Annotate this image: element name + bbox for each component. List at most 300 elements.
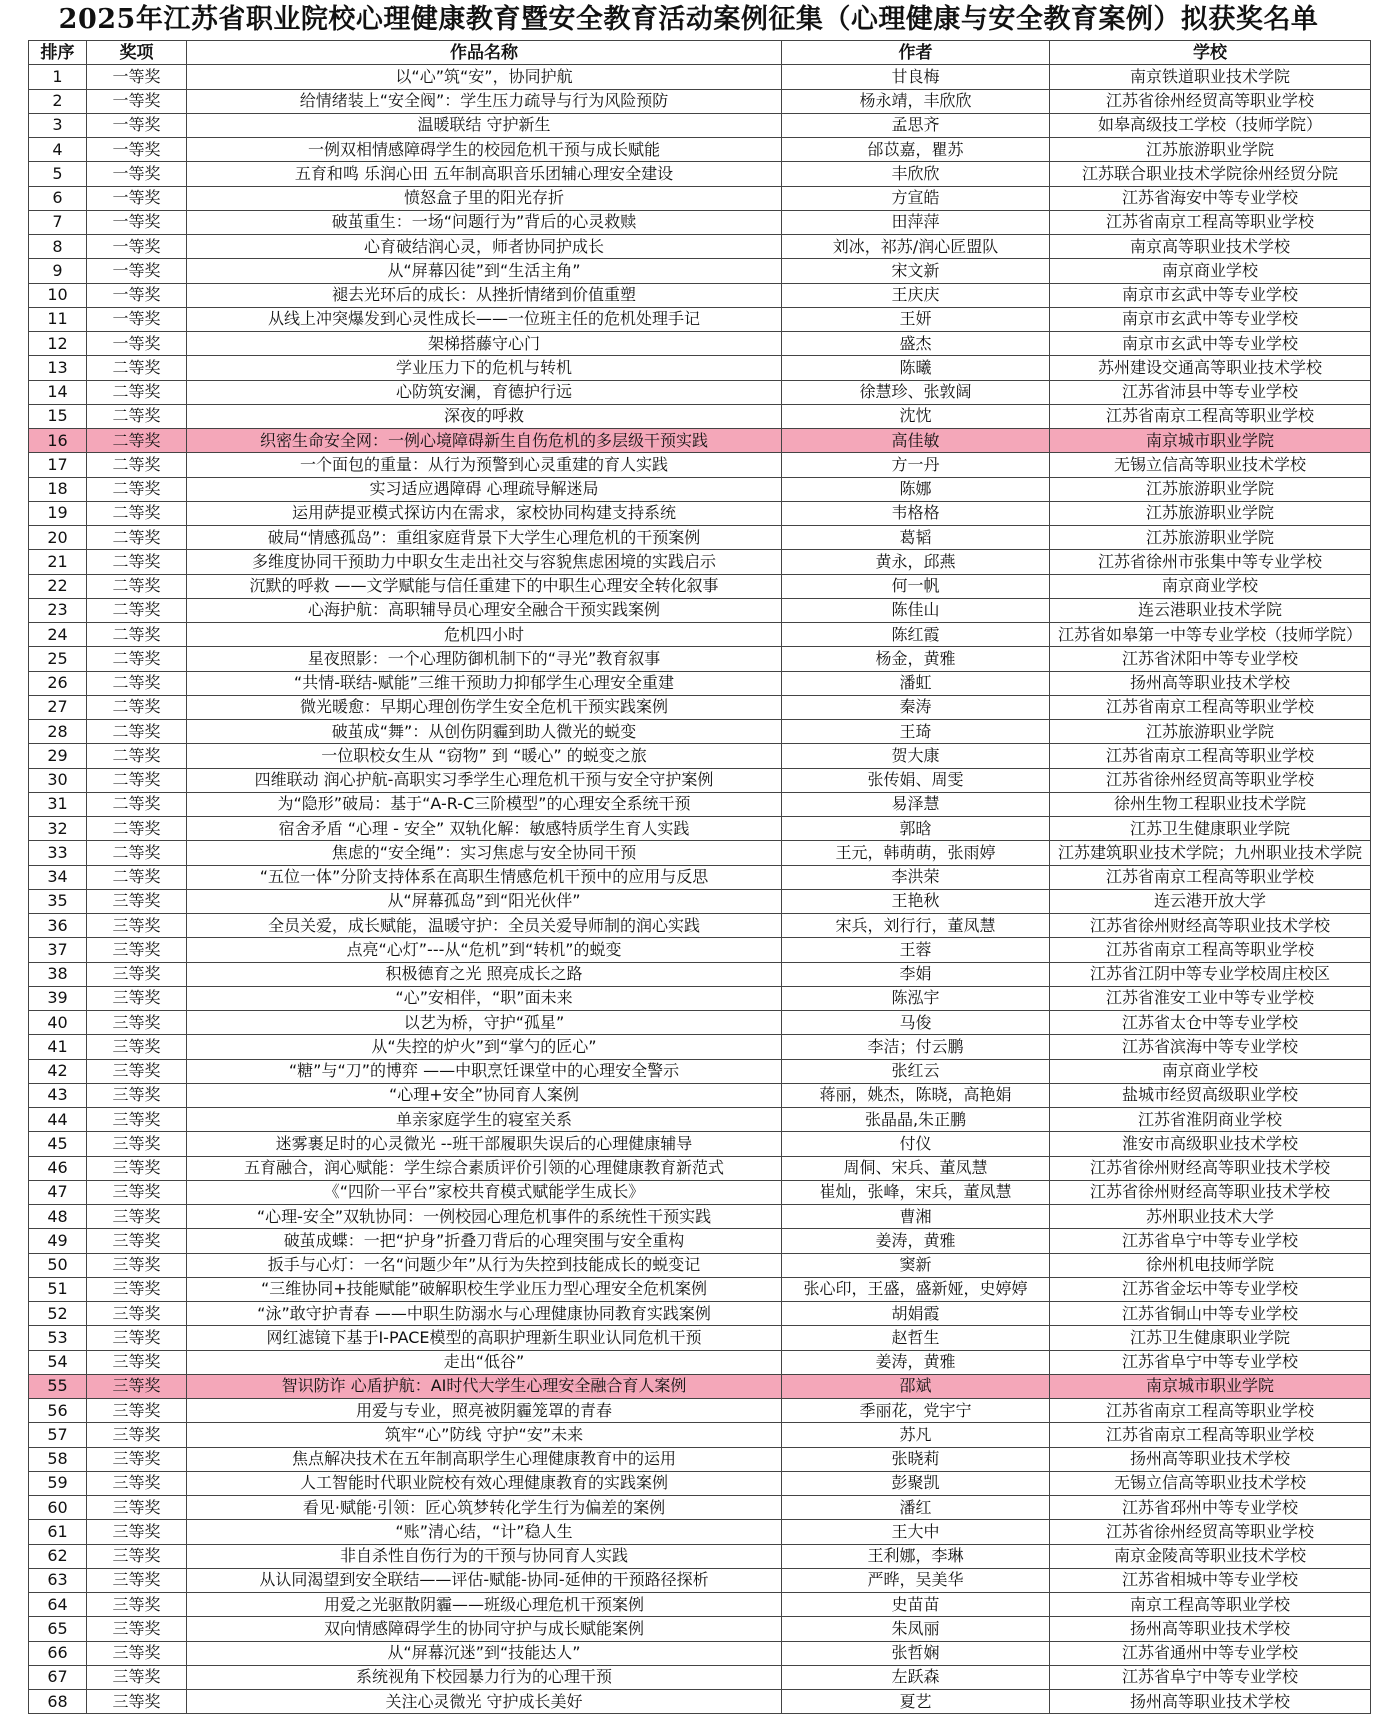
school-cell: 扬州高等职业技术学校: [1050, 671, 1371, 695]
table-row: [29, 914, 1371, 938]
rank-cell: 17: [29, 453, 87, 477]
author-cell: 王大中: [782, 1520, 1050, 1544]
work-cell: 破局“情感孤岛”：重组家庭背景下大学生心理危机的干预案例: [187, 526, 782, 550]
rank-cell: 44: [29, 1108, 87, 1132]
rank-cell: 22: [29, 574, 87, 598]
rank-cell: 5: [29, 162, 87, 186]
school-cell: 江苏旅游职业学院: [1050, 526, 1371, 550]
table-row: [29, 938, 1371, 962]
school-cell: 南京工程高等职业学校: [1050, 1593, 1371, 1617]
table-row: [29, 65, 1371, 89]
award-cell: 一等奖: [87, 138, 187, 162]
rank-cell: 41: [29, 1035, 87, 1059]
author-cell: 宋兵，刘行行，董凤慧: [782, 914, 1050, 938]
table-row: [29, 1690, 1371, 1714]
author-cell: 方一丹: [782, 453, 1050, 477]
author-cell: 甘良梅: [782, 65, 1050, 89]
work-cell: 迷雾裹足时的心灵微光 --班干部履职失误后的心理健康辅导: [187, 1132, 782, 1156]
school-cell: 江苏卫生健康职业学院: [1050, 1326, 1371, 1350]
work-cell: 从“屏幕囚徒”到“生活主角”: [187, 259, 782, 283]
author-cell: 贺大康: [782, 744, 1050, 768]
award-cell: 一等奖: [87, 259, 187, 283]
award-cell: 二等奖: [87, 453, 187, 477]
table-row: [29, 1423, 1371, 1447]
rank-cell: 33: [29, 841, 87, 865]
award-cell: 二等奖: [87, 792, 187, 816]
work-cell: 给情绪装上“安全阀”：学生压力疏导与行为风险预防: [187, 89, 782, 113]
author-cell: 苏凡: [782, 1423, 1050, 1447]
table-row: [29, 768, 1371, 792]
award-cell: 二等奖: [87, 477, 187, 501]
rank-cell: 16: [29, 429, 87, 453]
work-cell: 实习适应遇障碍 心理疏导解迷局: [187, 477, 782, 501]
award-cell: 三等奖: [87, 986, 187, 1010]
work-cell: 为“隐形”破局：基于“A-R-C三阶模型”的心理安全系统干预: [187, 792, 782, 816]
work-cell: 双向情感障碍学生的协同守护与成长赋能案例: [187, 1617, 782, 1641]
author-cell: 王琦: [782, 720, 1050, 744]
table-row: [29, 986, 1371, 1010]
work-cell: 点亮“心灯”---从“危机”到“转机”的蜕变: [187, 938, 782, 962]
work-cell: 五育和鸣 乐润心田 五年制高职音乐团辅心理安全建设: [187, 162, 782, 186]
author-cell: 盛杰: [782, 332, 1050, 356]
award-table: [28, 40, 1371, 1714]
work-cell: 系统视角下校园暴力行为的心理干预: [187, 1665, 782, 1689]
school-cell: 江苏卫生健康职业学院: [1050, 817, 1371, 841]
table-row: [29, 1665, 1371, 1689]
author-cell: 潘虹: [782, 671, 1050, 695]
table-row: [29, 259, 1371, 283]
school-cell: 江苏省沛县中等专业学校: [1050, 380, 1371, 404]
author-cell: 季丽花，党宇宁: [782, 1399, 1050, 1423]
award-cell: 三等奖: [87, 1690, 187, 1714]
table-row: [29, 477, 1371, 501]
rank-cell: 6: [29, 186, 87, 210]
author-cell: 周侗、宋兵、董凤慧: [782, 1156, 1050, 1180]
award-cell: 三等奖: [87, 1083, 187, 1107]
table-row: [29, 1447, 1371, 1471]
table-row: [29, 865, 1371, 889]
award-cell: 二等奖: [87, 744, 187, 768]
school-cell: 南京高等职业技术学校: [1050, 235, 1371, 259]
school-cell: 江苏旅游职业学院: [1050, 501, 1371, 525]
rank-cell: 61: [29, 1520, 87, 1544]
school-cell: 盐城市经贸高级职业学校: [1050, 1083, 1371, 1107]
author-cell: 秦涛: [782, 695, 1050, 719]
award-cell: 三等奖: [87, 1180, 187, 1204]
award-cell: 三等奖: [87, 1326, 187, 1350]
author-cell: 窦新: [782, 1253, 1050, 1277]
rank-cell: 20: [29, 526, 87, 550]
table-row: [29, 841, 1371, 865]
author-cell: 田萍萍: [782, 210, 1050, 234]
author-cell: 张哲娴: [782, 1641, 1050, 1665]
school-cell: 南京市玄武中等专业学校: [1050, 283, 1371, 307]
author-cell: 马俊: [782, 1011, 1050, 1035]
school-cell: 南京市玄武中等专业学校: [1050, 332, 1371, 356]
table-row: [29, 429, 1371, 453]
author-cell: 姜涛，黄雅: [782, 1229, 1050, 1253]
table-row: [29, 792, 1371, 816]
author-cell: 陈泓宇: [782, 986, 1050, 1010]
school-cell: 江苏省铜山中等专业学校: [1050, 1302, 1371, 1326]
school-cell: 徐州生物工程职业技术学院: [1050, 792, 1371, 816]
work-cell: 从“失控的炉火”到“掌勺的匠心”: [187, 1035, 782, 1059]
work-cell: 关注心灵微光 守护成长美好: [187, 1690, 782, 1714]
table-row: [29, 356, 1371, 380]
work-cell: 织密生命安全网：一例心境障碍新生自伤危机的多层级干预实践: [187, 429, 782, 453]
award-cell: 二等奖: [87, 526, 187, 550]
author-cell: 曹湘: [782, 1205, 1050, 1229]
rank-cell: 65: [29, 1617, 87, 1641]
rank-cell: 58: [29, 1447, 87, 1471]
award-cell: 二等奖: [87, 501, 187, 525]
author-cell: 杨永靖，丰欣欣: [782, 89, 1050, 113]
award-cell: 三等奖: [87, 1205, 187, 1229]
work-cell: 扳手与心灯：一名“问题少年”从行为失控到技能成长的蜕变记: [187, 1253, 782, 1277]
school-cell: 苏州职业技术大学: [1050, 1205, 1371, 1229]
author-cell: 高佳敏: [782, 429, 1050, 453]
author-cell: 夏艺: [782, 1690, 1050, 1714]
rank-cell: 54: [29, 1350, 87, 1374]
rank-cell: 35: [29, 889, 87, 913]
table-row: [29, 695, 1371, 719]
work-cell: 用爱与专业，照亮被阴霾笼罩的青春: [187, 1399, 782, 1423]
table-body: [29, 65, 1371, 1714]
rank-cell: 37: [29, 938, 87, 962]
table-row: [29, 1496, 1371, 1520]
table-row: [29, 598, 1371, 622]
work-cell: 温暖联结 守护新生: [187, 113, 782, 137]
rank-cell: 10: [29, 283, 87, 307]
award-cell: 二等奖: [87, 768, 187, 792]
rank-cell: 2: [29, 89, 87, 113]
school-cell: 江苏省通州中等专业学校: [1050, 1641, 1371, 1665]
school-cell: 江苏省滨海中等专业学校: [1050, 1035, 1371, 1059]
award-cell: 二等奖: [87, 720, 187, 744]
author-cell: 王利娜，李琳: [782, 1544, 1050, 1568]
author-cell: 郭晗: [782, 817, 1050, 841]
award-cell: 三等奖: [87, 1035, 187, 1059]
table-row: [29, 1156, 1371, 1180]
table-row: [29, 1399, 1371, 1423]
school-cell: 江苏省徐州经贸高等职业学校: [1050, 768, 1371, 792]
work-cell: 褪去光环后的成长：从挫折情绪到价值重塑: [187, 283, 782, 307]
work-cell: 沉默的呼救 ——文学赋能与信任重建下的中职生心理安全转化叙事: [187, 574, 782, 598]
rank-cell: 9: [29, 259, 87, 283]
table-row: [29, 1059, 1371, 1083]
school-cell: 南京金陵高等职业技术学校: [1050, 1544, 1371, 1568]
table-row: [29, 1277, 1371, 1301]
award-cell: 三等奖: [87, 889, 187, 913]
school-cell: 连云港职业技术学院: [1050, 598, 1371, 622]
table-row: [29, 1253, 1371, 1277]
rank-cell: 60: [29, 1496, 87, 1520]
work-cell: 以“心”筑“安”，协同护航: [187, 65, 782, 89]
table-row: [29, 1326, 1371, 1350]
work-cell: 愤怒盒子里的阳光存折: [187, 186, 782, 210]
award-cell: 二等奖: [87, 865, 187, 889]
table-row: [29, 1617, 1371, 1641]
author-cell: 陈娜: [782, 477, 1050, 501]
author-cell: 王妍: [782, 307, 1050, 331]
school-cell: 江苏省如皋第一中等专业学校（技师学院）: [1050, 623, 1371, 647]
award-cell: 三等奖: [87, 1108, 187, 1132]
author-cell: 徐慧珍、张敦阔: [782, 380, 1050, 404]
award-cell: 一等奖: [87, 186, 187, 210]
work-cell: 全员关爱，成长赋能，温暖守护：全员关爱导师制的润心实践: [187, 914, 782, 938]
work-cell: 从线上冲突爆发到心灵性成长——一位班主任的危机处理手记: [187, 307, 782, 331]
rank-cell: 36: [29, 914, 87, 938]
award-cell: 二等奖: [87, 574, 187, 598]
work-cell: 从“屏幕沉迷”到“技能达人”: [187, 1641, 782, 1665]
rank-cell: 55: [29, 1374, 87, 1398]
work-cell: 走出“低谷”: [187, 1350, 782, 1374]
rank-cell: 27: [29, 695, 87, 719]
author-cell: 邰苡嘉，瞿苏: [782, 138, 1050, 162]
author-cell: 何一帆: [782, 574, 1050, 598]
author-cell: 张红云: [782, 1059, 1050, 1083]
rank-cell: 43: [29, 1083, 87, 1107]
table-row: [29, 526, 1371, 550]
rank-cell: 57: [29, 1423, 87, 1447]
table-row: [29, 1180, 1371, 1204]
award-cell: 三等奖: [87, 1617, 187, 1641]
work-cell: “心理-安全”双轨协同：一例校园心理危机事件的系统性干预实践: [187, 1205, 782, 1229]
author-cell: 方宣皓: [782, 186, 1050, 210]
table-row: [29, 744, 1371, 768]
award-cell: 一等奖: [87, 65, 187, 89]
author-cell: 易泽慧: [782, 792, 1050, 816]
author-cell: 沈忱: [782, 404, 1050, 428]
award-cell: 二等奖: [87, 429, 187, 453]
table-row: [29, 1108, 1371, 1132]
rank-cell: 45: [29, 1132, 87, 1156]
work-cell: 微光暖愈：早期心理创伤学生安全危机干预实践案例: [187, 695, 782, 719]
school-cell: 江苏省海安中等专业学校: [1050, 186, 1371, 210]
rank-cell: 23: [29, 598, 87, 622]
table-row: [29, 1229, 1371, 1253]
rank-cell: 34: [29, 865, 87, 889]
rank-cell: 56: [29, 1399, 87, 1423]
rank-cell: 49: [29, 1229, 87, 1253]
school-cell: 江苏省淮阴商业学校: [1050, 1108, 1371, 1132]
work-cell: 《“四阶一平台”家校共育模式赋能学生成长》: [187, 1180, 782, 1204]
work-cell: 危机四小时: [187, 623, 782, 647]
table-row: [29, 380, 1371, 404]
table-row: [29, 113, 1371, 137]
work-cell: 破茧重生：一场“问题行为”背后的心灵救赎: [187, 210, 782, 234]
table-row: [29, 1593, 1371, 1617]
work-cell: 筑牢“心”防线 守护“安”未来: [187, 1423, 782, 1447]
author-cell: 王庆庆: [782, 283, 1050, 307]
award-cell: 三等奖: [87, 1350, 187, 1374]
author-cell: 左跃森: [782, 1665, 1050, 1689]
award-cell: 三等奖: [87, 1423, 187, 1447]
rank-cell: 66: [29, 1641, 87, 1665]
work-cell: 从“屏幕孤岛”到“阳光伙伴”: [187, 889, 782, 913]
table-row: [29, 1011, 1371, 1035]
work-cell: “五位一体”分阶支持体系在高职生情感危机干预中的应用与反思: [187, 865, 782, 889]
work-cell: 以艺为桥，守护“孤星”: [187, 1011, 782, 1035]
school-cell: 江苏省徐州经贸高等职业学校: [1050, 1520, 1371, 1544]
table-row: [29, 210, 1371, 234]
school-cell: 扬州高等职业技术学校: [1050, 1447, 1371, 1471]
school-cell: 江苏省阜宁中等专业学校: [1050, 1665, 1371, 1689]
work-cell: 四维联动 润心护航-高职实习季学生心理危机干预与安全守护案例: [187, 768, 782, 792]
school-cell: 江苏省徐州经贸高等职业学校: [1050, 89, 1371, 113]
school-cell: 扬州高等职业技术学校: [1050, 1617, 1371, 1641]
table-row: [29, 1520, 1371, 1544]
school-cell: 江苏旅游职业学院: [1050, 477, 1371, 501]
rank-cell: 46: [29, 1156, 87, 1180]
award-cell: 一等奖: [87, 307, 187, 331]
rank-cell: 13: [29, 356, 87, 380]
award-cell: 一等奖: [87, 162, 187, 186]
work-cell: “糖”与“刀”的博弈 ——中职烹饪课堂中的心理安全警示: [187, 1059, 782, 1083]
work-cell: 非自杀性自伤行为的干预与协同育人实践: [187, 1544, 782, 1568]
table-row: [29, 501, 1371, 525]
table-row: [29, 962, 1371, 986]
rank-cell: 32: [29, 817, 87, 841]
school-cell: 江苏省南京工程高等职业学校: [1050, 1423, 1371, 1447]
school-cell: 江苏省南京工程高等职业学校: [1050, 404, 1371, 428]
table-row: [29, 453, 1371, 477]
rank-cell: 62: [29, 1544, 87, 1568]
author-cell: 严晔，吴美华: [782, 1568, 1050, 1592]
award-cell: 三等奖: [87, 1447, 187, 1471]
work-cell: 看见·赋能·引领：匠心筑梦转化学生行为偏差的案例: [187, 1496, 782, 1520]
rank-cell: 51: [29, 1277, 87, 1301]
author-cell: 王元，韩萌萌，张雨婷: [782, 841, 1050, 865]
work-cell: “泳”敢守护青春 ——中职生防溺水与心理健康协同教育实践案例: [187, 1302, 782, 1326]
award-cell: 二等奖: [87, 841, 187, 865]
school-cell: 江苏省淮安工业中等专业学校: [1050, 986, 1371, 1010]
table-row: [29, 404, 1371, 428]
table-row: [29, 550, 1371, 574]
work-cell: 宿舍矛盾 “心理 - 安全” 双轨化解：敏感特质学生育人实践: [187, 817, 782, 841]
work-cell: 破茧成“舞”：从创伤阴霾到助人微光的蜕变: [187, 720, 782, 744]
school-cell: 江苏省太仓中等专业学校: [1050, 1011, 1371, 1035]
award-cell: 三等奖: [87, 1520, 187, 1544]
table-row: [29, 1568, 1371, 1592]
author-cell: 潘红: [782, 1496, 1050, 1520]
table-row: [29, 1374, 1371, 1398]
work-cell: 学业压力下的危机与转机: [187, 356, 782, 380]
school-cell: 苏州建设交通高等职业技术学校: [1050, 356, 1371, 380]
rank-cell: 31: [29, 792, 87, 816]
award-cell: 三等奖: [87, 1132, 187, 1156]
award-cell: 三等奖: [87, 1229, 187, 1253]
document-title: 2025年江苏省职业院校心理健康教育暨安全教育活动案例征集（心理健康与安全教育案例）拟获奖名单: [58, 4, 1319, 35]
school-cell: 江苏省徐州财经高等职业技术学校: [1050, 1180, 1371, 1204]
school-cell: 江苏省南京工程高等职业学校: [1050, 1399, 1371, 1423]
award-cell: 二等奖: [87, 550, 187, 574]
rank-cell: 40: [29, 1011, 87, 1035]
school-cell: 江苏省南京工程高等职业学校: [1050, 865, 1371, 889]
author-cell: 杨金，黄雅: [782, 647, 1050, 671]
rank-cell: 42: [29, 1059, 87, 1083]
author-cell: 张晓莉: [782, 1447, 1050, 1471]
award-cell: 二等奖: [87, 623, 187, 647]
award-cell: 三等奖: [87, 1544, 187, 1568]
school-cell: 南京商业学校: [1050, 1059, 1371, 1083]
table-row: [29, 162, 1371, 186]
school-cell: 江苏省相城中等专业学校: [1050, 1568, 1371, 1592]
award-cell: 三等奖: [87, 1641, 187, 1665]
author-cell: 丰欣欣: [782, 162, 1050, 186]
award-cell: 二等奖: [87, 380, 187, 404]
rank-cell: 12: [29, 332, 87, 356]
award-cell: 三等奖: [87, 1374, 187, 1398]
table-row: [29, 138, 1371, 162]
school-cell: 连云港开放大学: [1050, 889, 1371, 913]
school-cell: 江苏省南京工程高等职业学校: [1050, 695, 1371, 719]
school-cell: 江苏建筑职业技术学院；九州职业技术学院: [1050, 841, 1371, 865]
work-cell: 五育融合，润心赋能：学生综合素质评价引领的心理健康教育新范式: [187, 1156, 782, 1180]
rank-cell: 25: [29, 647, 87, 671]
award-cell: 三等奖: [87, 1665, 187, 1689]
author-cell: 刘冰，祁苏/润心匠盟队: [782, 235, 1050, 259]
award-cell: 三等奖: [87, 938, 187, 962]
school-cell: 江苏省南京工程高等职业学校: [1050, 744, 1371, 768]
work-cell: 积极德育之光 照亮成长之路: [187, 962, 782, 986]
rank-cell: 63: [29, 1568, 87, 1592]
table-row: [29, 720, 1371, 744]
work-cell: “共情-联结-赋能”三维干预助力抑郁学生心理安全重建: [187, 671, 782, 695]
rank-cell: 19: [29, 501, 87, 525]
author-cell: 崔灿，张峰，宋兵，董凤慧: [782, 1180, 1050, 1204]
author-cell: 韦格格: [782, 501, 1050, 525]
table-row: [29, 817, 1371, 841]
school-cell: 江苏省阜宁中等专业学校: [1050, 1350, 1371, 1374]
work-cell: “三维协同+技能赋能”破解职校生学业压力型心理安全危机案例: [187, 1277, 782, 1301]
author-cell: 张心印，王盛，盛新娅，史婷婷: [782, 1277, 1050, 1301]
work-cell: 一例双相情感障碍学生的校园危机干预与成长赋能: [187, 138, 782, 162]
school-cell: 如皋高级技工学校（技师学院）: [1050, 113, 1371, 137]
award-cell: 二等奖: [87, 647, 187, 671]
header-rank: 排序: [29, 41, 87, 65]
school-cell: 江苏省南京工程高等职业学校: [1050, 210, 1371, 234]
table-row: [29, 889, 1371, 913]
school-cell: 江苏省邳州中等专业学校: [1050, 1496, 1371, 1520]
work-cell: “心”安相伴，“职”面未来: [187, 986, 782, 1010]
award-cell: 一等奖: [87, 235, 187, 259]
school-cell: 江苏省徐州市张集中等专业学校: [1050, 550, 1371, 574]
header-school: 学校: [1050, 41, 1371, 65]
author-cell: 李洪荣: [782, 865, 1050, 889]
author-cell: 李洁；付云鹏: [782, 1035, 1050, 1059]
school-cell: 南京市玄武中等专业学校: [1050, 307, 1371, 331]
work-cell: “心理+安全”协同育人案例: [187, 1083, 782, 1107]
school-cell: 南京商业学校: [1050, 259, 1371, 283]
school-cell: 江苏旅游职业学院: [1050, 720, 1371, 744]
rank-cell: 38: [29, 962, 87, 986]
table-row: [29, 1035, 1371, 1059]
table-row: [29, 235, 1371, 259]
author-cell: 朱凤丽: [782, 1617, 1050, 1641]
rank-cell: 48: [29, 1205, 87, 1229]
table-row: [29, 89, 1371, 113]
school-cell: 江苏省江阴中等专业学校周庄校区: [1050, 962, 1371, 986]
author-cell: 姜涛，黄雅: [782, 1350, 1050, 1374]
rank-cell: 18: [29, 477, 87, 501]
school-cell: 江苏省南京工程高等职业学校: [1050, 938, 1371, 962]
award-cell: 一等奖: [87, 283, 187, 307]
school-cell: 无锡立信高等职业技术学校: [1050, 453, 1371, 477]
rank-cell: 50: [29, 1253, 87, 1277]
author-cell: 孟思齐: [782, 113, 1050, 137]
work-cell: 网红滤镜下基于I-PACE模型的高职护理新生职业认同危机干预: [187, 1326, 782, 1350]
